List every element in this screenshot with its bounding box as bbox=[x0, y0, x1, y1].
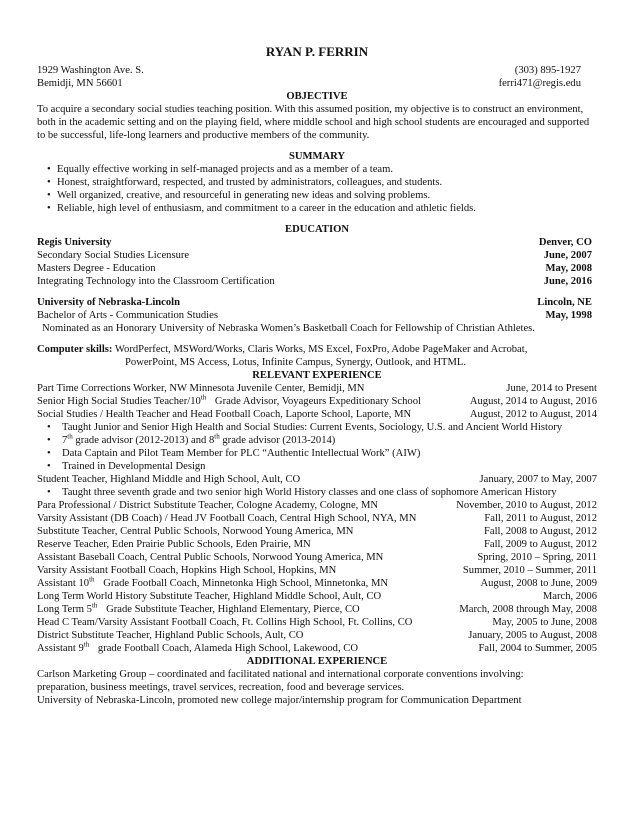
job-date: Fall, 2008 to August, 2012 bbox=[483, 526, 597, 537]
experience-item bbox=[37, 512, 597, 525]
unl-degree: Bachelor of Arts - Communication Studies bbox=[37, 310, 218, 321]
job-date: January, 2005 to August, 2008 bbox=[468, 630, 597, 641]
job-title bbox=[37, 603, 360, 616]
job-title: Social Studies / Health Teacher and Head Football Coach, Laporte School, Laporte, MN bbox=[37, 409, 412, 420]
experience-item bbox=[37, 564, 597, 577]
job-date: November, 2010 to August, 2012 bbox=[456, 500, 597, 511]
additional-line: preparation, business meetings, travel services, recreation, food and beverage services. bbox=[37, 682, 405, 693]
objective-text: To acquire a secondary social studies teaching position. With this assumed position, my objective is to construct an environment, both in the academic setting and on the playing field, where middle school and high school students are encouraged and supported to be successful, life-long learners and productive members of the community. bbox=[37, 104, 590, 141]
experience-item bbox=[37, 616, 597, 629]
ordinal-suffix: th bbox=[67, 432, 73, 441]
summary-item: • Reliable, high level of enthusiasm, and commitment to a career in the education and athletic fields. bbox=[37, 202, 597, 215]
job-date: March, 2006 bbox=[542, 591, 597, 602]
bullet-part: grade advisor (2012-2013) and 8 bbox=[72, 435, 215, 446]
job-title-part: Grade Football Coach, Minnetonka High School, Minnetonka, MN bbox=[100, 578, 389, 589]
job-title-part: Senior High Social Studies Teacher/10 bbox=[37, 396, 201, 407]
job-bullet: • Taught three seventh grade and two senior high World History classes and one class of sophomore American History bbox=[37, 486, 597, 499]
experience-list bbox=[37, 382, 597, 655]
job-title: Varsity Assistant (DB Coach) / Head JV Football Coach, Central High School, NYA, MN bbox=[37, 513, 417, 524]
experience-item bbox=[37, 538, 597, 551]
regis-location: Denver, CO bbox=[538, 237, 592, 248]
job-title bbox=[37, 395, 421, 408]
job-date: August, 2012 to August, 2014 bbox=[469, 409, 597, 420]
email-address: ferri471@regis.edu bbox=[498, 78, 581, 89]
unl-date: May, 1998 bbox=[545, 310, 592, 321]
regis-name: Regis University bbox=[37, 237, 112, 248]
job-title: District Substitute Teacher, Highland Public Schools, Ault, CO bbox=[37, 630, 304, 641]
regis-item-date: May, 2008 bbox=[545, 263, 592, 274]
experience-item bbox=[37, 590, 597, 603]
job-date: Summer, 2010 – Summer, 2011 bbox=[462, 565, 597, 576]
job-bullet bbox=[37, 434, 597, 447]
summary-item: • Equally effective working in self-managed projects and as a member of a team. bbox=[37, 163, 597, 176]
job-bullet: • Taught Junior and Senior High Health and Social Studies: Current Events, Sociology, U.S. and Ancient World History bbox=[37, 421, 597, 434]
job-title: Substitute Teacher, Central Public Schools, Norwood Young America, MN bbox=[37, 526, 354, 537]
job-title: Para Professional / District Substitute Teacher, Cologne Academy, Cologne, MN bbox=[37, 500, 379, 511]
job-title: Student Teacher, Highland Middle and High School, Ault, CO bbox=[37, 474, 301, 485]
experience-item bbox=[37, 473, 597, 486]
job-title-part: Assistant 9 bbox=[37, 643, 84, 654]
ordinal-suffix: th bbox=[91, 601, 98, 610]
additional-line: Carlson Marketing Group – coordinated and facilitated national and international corporate conventions involving: bbox=[37, 669, 524, 680]
unl-name: University of Nebraska-Lincoln bbox=[37, 297, 181, 308]
regis-item bbox=[37, 275, 597, 288]
experience-item bbox=[37, 603, 597, 616]
experience-item bbox=[37, 408, 597, 421]
resume-page bbox=[37, 44, 597, 707]
regis-item-label: Secondary Social Studies Licensure bbox=[37, 250, 190, 261]
experience-item bbox=[37, 642, 597, 655]
education-heading: EDUCATION bbox=[285, 224, 349, 235]
skills-label: Computer skills: bbox=[37, 344, 113, 355]
job-title: Assistant Baseball Coach, Central Public Schools, Norwood Young America, MN bbox=[37, 552, 384, 563]
experience-item bbox=[37, 499, 597, 512]
regis-row bbox=[37, 236, 597, 249]
objective-heading: OBJECTIVE bbox=[286, 91, 348, 102]
experience-item bbox=[37, 525, 597, 538]
unl-note: Nominated as an Honorary University of Nebraska Women’s Basketball Coach for Fellowship of Christian Athletes. bbox=[42, 323, 535, 334]
ordinal-suffix: th bbox=[89, 575, 95, 584]
additional-line: University of Nebraska-Lincoln, promoted new college major/internship program for Communication Department bbox=[37, 695, 522, 706]
skills-line-2: PowerPoint, MS Access, Lotus, Infinite Campus, Synergy, Outlook, and HTML. bbox=[125, 357, 467, 368]
bullet-part: grade advisor (2013-2014) bbox=[219, 435, 336, 446]
summary-list bbox=[37, 163, 597, 215]
job-title-part: Long Term 5 bbox=[37, 604, 92, 615]
experience-item bbox=[37, 577, 597, 590]
job-date: August, 2014 to August, 2016 bbox=[469, 396, 597, 407]
unl-degree-row bbox=[37, 309, 597, 322]
skills-text-1: WordPerfect, MSWord/Works, Claris Works, MS Excel, FoxPro, Adobe PageMaker and Acrobat, bbox=[112, 344, 528, 355]
job-date: March, 2008 through May, 2008 bbox=[459, 604, 597, 615]
candidate-name: RYAN P. FERRIN bbox=[265, 44, 369, 59]
job-title: Long Term World History Substitute Teacher, Highland Middle School, Ault, CO bbox=[37, 591, 382, 602]
bullet-part: 7 bbox=[62, 435, 68, 446]
additional-heading: ADDITIONAL EXPERIENCE bbox=[246, 656, 388, 667]
job-date: June, 2014 to Present bbox=[506, 383, 597, 394]
job-date: Fall, 2011 to August, 2012 bbox=[484, 513, 597, 524]
job-bullet: • Trained in Developmental Design bbox=[37, 460, 597, 473]
job-title: Part Time Corrections Worker, NW Minnesota Juvenile Center, Bemidji, MN bbox=[37, 383, 365, 394]
ordinal-suffix: th bbox=[200, 393, 207, 402]
job-title-part: grade Football Coach, Alameda High School, Lakewood, CO bbox=[95, 643, 358, 654]
job-date: Fall, 2004 to Summer, 2005 bbox=[478, 643, 597, 654]
job-date: May, 2005 to June, 2008 bbox=[492, 617, 597, 628]
regis-item bbox=[37, 249, 597, 262]
ordinal-suffix: th bbox=[83, 640, 90, 649]
experience-heading: RELEVANT EXPERIENCE bbox=[252, 370, 382, 381]
job-date: August, 2008 to June, 2009 bbox=[480, 578, 597, 589]
experience-item bbox=[37, 382, 597, 395]
job-title bbox=[37, 577, 388, 590]
address-line-2: Bemidji, MN 56601 bbox=[37, 78, 123, 89]
regis-item-label: Masters Degree - Education bbox=[37, 263, 156, 274]
regis-item bbox=[37, 262, 597, 275]
contact-row-1 bbox=[37, 64, 597, 77]
regis-item-label: Integrating Technology into the Classroom Certification bbox=[37, 276, 275, 287]
experience-item bbox=[37, 629, 597, 642]
job-date: Fall, 2009 to August, 2012 bbox=[483, 539, 597, 550]
regis-item-date: June, 2016 bbox=[543, 276, 592, 287]
summary-item: • Honest, straightforward, respected, and trusted by administrators, colleagues, and students. bbox=[37, 176, 597, 189]
regis-item-date: June, 2007 bbox=[543, 250, 592, 261]
job-title: Reserve Teacher, Eden Prairie Public Schools, Eden Prairie, MN bbox=[37, 539, 311, 550]
unl-row bbox=[37, 296, 597, 309]
phone-number: (303) 895-1927 bbox=[514, 65, 581, 76]
skills-line-1 bbox=[37, 343, 597, 356]
ordinal-suffix: th bbox=[214, 432, 220, 441]
job-title: Head C Team/Varsity Assistant Football Coach, Ft. Collins High School, Ft. Collins, CO bbox=[37, 617, 413, 628]
job-title-part: Assistant 10 bbox=[37, 578, 90, 589]
unl-location: Lincoln, NE bbox=[537, 297, 592, 308]
address-line-1: 1929 Washington Ave. S. bbox=[37, 65, 144, 76]
job-title-part: Grade Substitute Teacher, Highland Elementary, Pierce, CO bbox=[103, 604, 360, 615]
job-date: January, 2007 to May, 2007 bbox=[479, 474, 597, 485]
job-bullet: • Data Captain and Pilot Team Member for PLC “Authentic Intellectual Work” (AIW) bbox=[37, 447, 597, 460]
job-date: Spring, 2010 – Spring, 2011 bbox=[477, 552, 597, 563]
job-title bbox=[37, 642, 358, 655]
summary-heading: SUMMARY bbox=[288, 151, 346, 162]
experience-item bbox=[37, 551, 597, 564]
job-title-part: Grade Advisor, Voyageurs Expeditionary School bbox=[212, 396, 421, 407]
job-title: Varsity Assistant Football Coach, Hopkins High School, Hopkins, MN bbox=[37, 565, 337, 576]
summary-item: • Well organized, creative, and resourceful in generating new ideas and solving problems. bbox=[37, 189, 597, 202]
contact-row-2 bbox=[37, 77, 597, 90]
experience-item bbox=[37, 395, 597, 408]
